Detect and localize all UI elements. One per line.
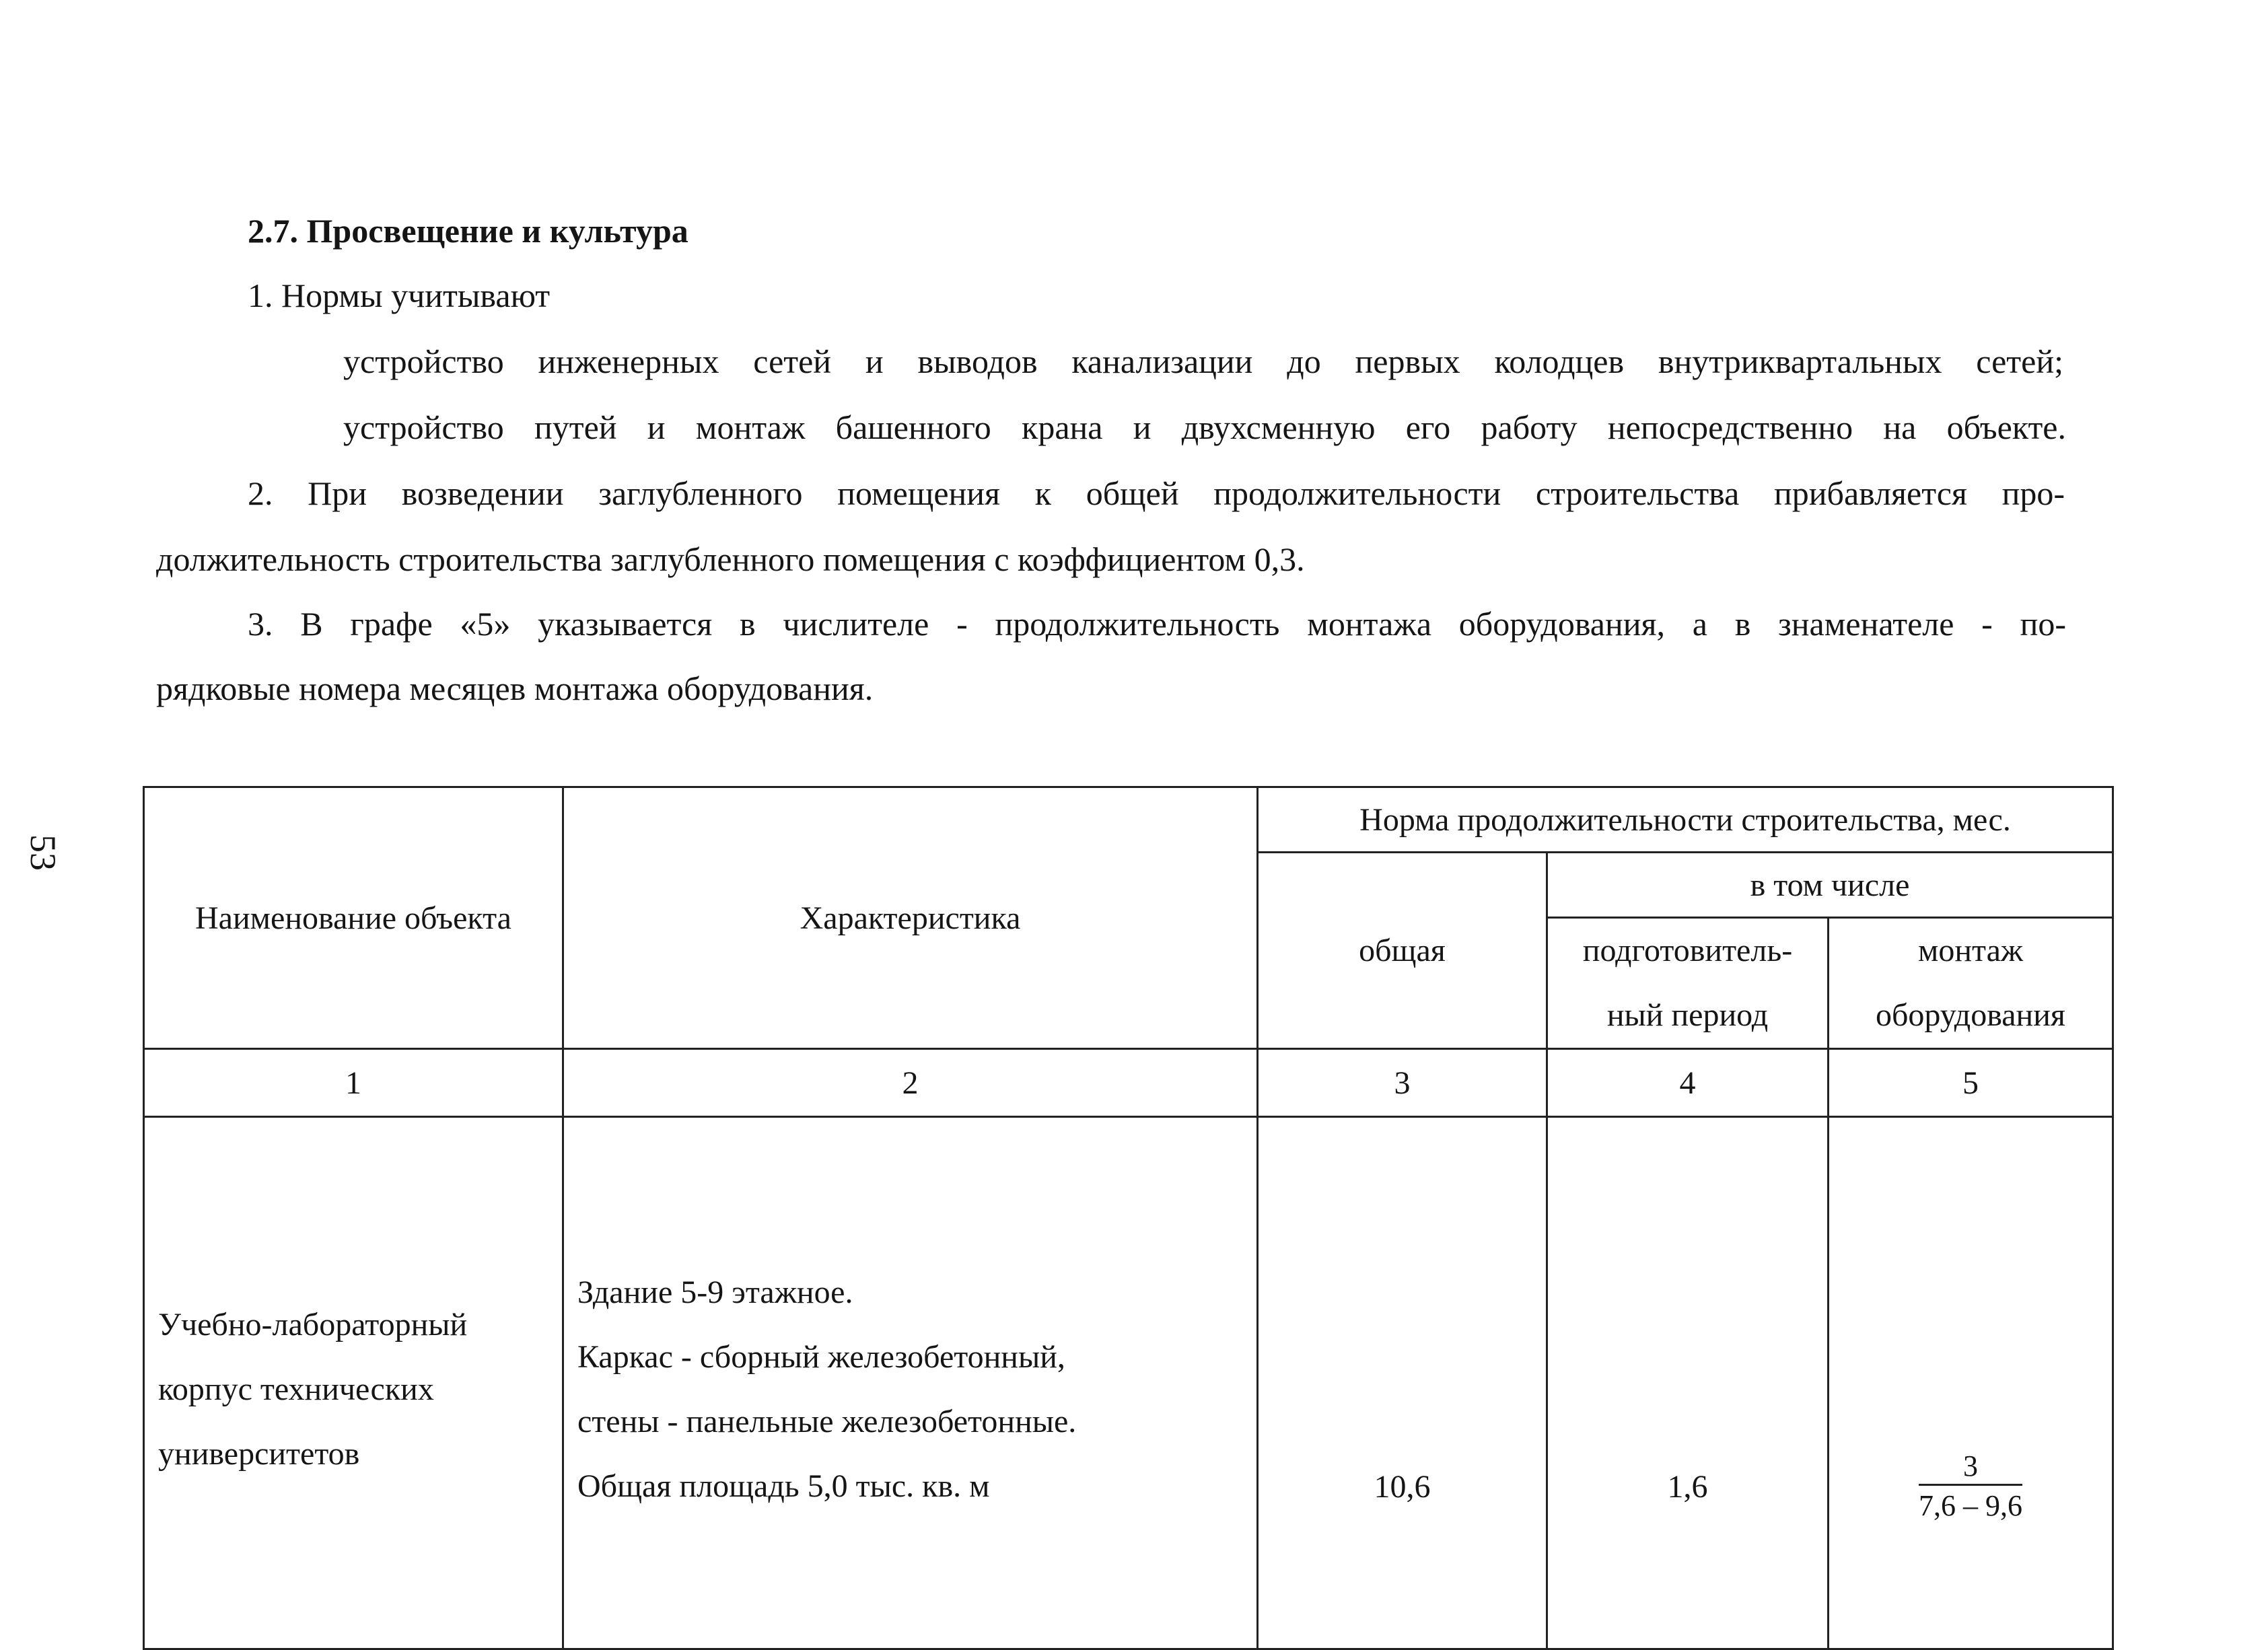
column-number: 3 <box>1258 1049 1547 1117</box>
object-name-line: Учебно-лабораторный <box>158 1307 468 1342</box>
header-preparatory-line-2: ный период <box>1606 997 1769 1033</box>
object-name-line: корпус технических <box>158 1371 434 1407</box>
table-row <box>144 1117 2113 1649</box>
characteristic-line: Общая площадь 5,0 тыс. кв. м <box>577 1468 990 1504</box>
object-name-line: университетов <box>158 1436 360 1472</box>
preparatory-duration-cell: 1,6 <box>1547 1117 1829 1649</box>
characteristic-line: Здание 5-9 этажное. <box>577 1275 853 1310</box>
section-heading: 2.7. Просвещение и культура <box>248 212 688 250</box>
item-1: 1. Нормы учитывают <box>248 277 551 314</box>
header-characteristic: Характеристика <box>563 787 1258 1049</box>
characteristic-line: стены - панельные железобетонные. <box>577 1404 1077 1439</box>
mounting-fraction <box>1919 1449 2022 1523</box>
mounting-denominator: 7,6 – 9,6 <box>1919 1489 2022 1522</box>
header-mounting-line-1: монтаж <box>1917 933 2024 968</box>
item-2-line-2: должительность строительства заглубленного помещения с коэффициентом 0,3. <box>156 540 1305 578</box>
bullet-2: устройство путей и монтаж башенного крана и двухсменную его работу непосредственно на объекте. <box>343 408 2066 446</box>
column-number: 2 <box>563 1049 1258 1117</box>
header-total: общая <box>1258 853 1547 1049</box>
column-number: 5 <box>1829 1049 2113 1117</box>
header-preparatory-line-1: подготовитель- <box>1582 933 1793 968</box>
total-duration-cell: 10,6 <box>1258 1117 1547 1649</box>
object-name-cell <box>144 1117 563 1649</box>
item-3-line-2: рядковые номера месяцев монтажа оборудования. <box>156 670 874 707</box>
page-number: 53 <box>23 834 63 871</box>
header-mounting-line-2: оборудования <box>1876 997 2065 1033</box>
header-preparatory <box>1547 918 1829 1049</box>
characteristic-line: Каркас - сборный железобетонный, <box>577 1339 1065 1375</box>
bullet-1: устройство инженерных сетей и выводов канализации до первых колодцев внутриквартальных сетей; <box>343 343 2063 380</box>
header-including: в том числе <box>1547 853 2113 918</box>
characteristic-cell <box>563 1117 1258 1649</box>
norms-table <box>143 786 2114 1650</box>
mounting-duration-cell <box>1829 1117 2113 1649</box>
item-2-line-1: 2. При возведении заглубленного помещения к общей продолжительности строительства прибавляется про- <box>248 474 2065 512</box>
item-3-line-1: 3. В графе «5» указывается в числителе - продолжительность монтажа оборудования, а в знаменателе - по- <box>248 605 2066 643</box>
header-norm: Норма продолжительности строительства, мес. <box>1258 787 2113 853</box>
column-number: 1 <box>144 1049 563 1117</box>
mounting-numerator: 3 <box>1919 1449 2022 1486</box>
header-name: Наименование объекта <box>144 787 563 1049</box>
header-mounting <box>1829 918 2113 1049</box>
column-number-row <box>144 1049 2113 1117</box>
column-number: 4 <box>1547 1049 1829 1117</box>
